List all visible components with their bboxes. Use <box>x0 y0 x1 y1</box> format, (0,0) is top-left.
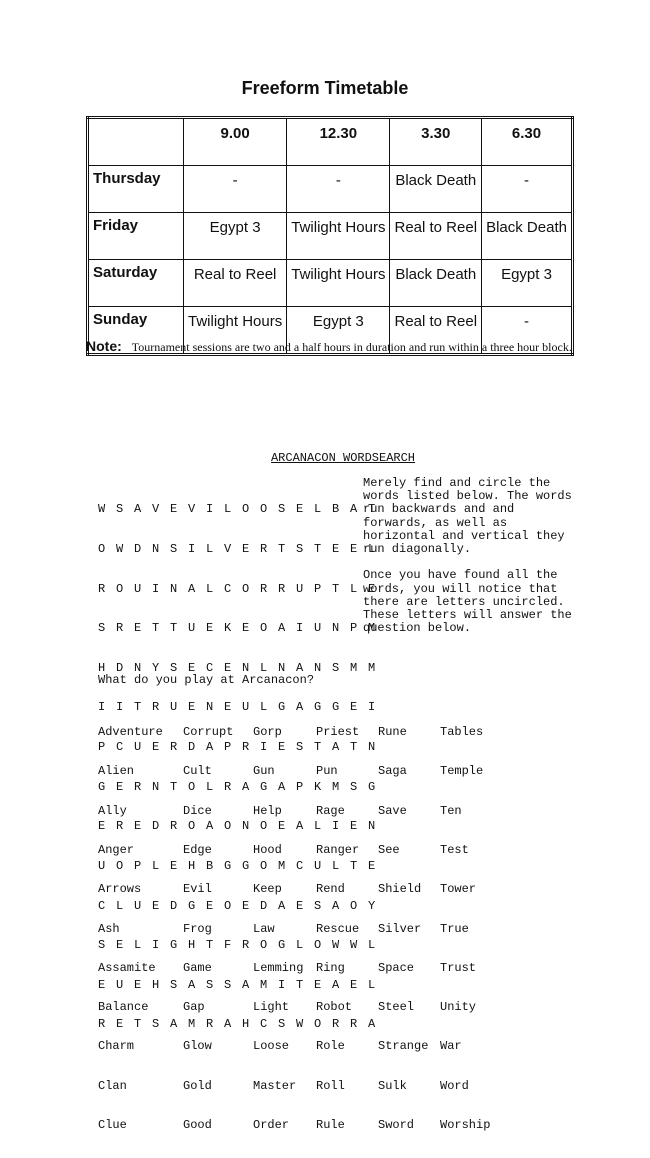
word: Charm <box>98 1039 135 1054</box>
word: Priest <box>316 725 360 740</box>
session-cell: - <box>184 166 287 213</box>
word: Ally <box>98 803 127 818</box>
word-column <box>316 700 359 1158</box>
word: Gap <box>183 1000 205 1015</box>
word: Worship <box>440 1118 491 1132</box>
session-cell: Real to Reel <box>390 213 482 260</box>
word: Order <box>253 1118 290 1132</box>
instructions-paragraph: Once you have found all the words, you will notice that there are letters uncircled. These letters will answer the question below. <box>363 568 572 636</box>
session-cell: Egypt 3 <box>482 260 573 307</box>
grid-row: I I T R U E N E U L G A G G E I <box>98 700 378 715</box>
word: Strange <box>378 1039 429 1054</box>
grid-row: O W D N S I L V E R T S T E E L <box>98 542 378 557</box>
word: Edge <box>183 843 212 858</box>
word: Cult <box>183 764 212 779</box>
timetable-row <box>88 260 573 307</box>
note-text: Tournament sessions are two and a half hours in duration and run within a three hour block. <box>131 340 572 354</box>
word: Pun <box>316 764 338 779</box>
word: Sulk <box>378 1078 407 1093</box>
session-cell: Black Death <box>390 260 482 307</box>
word: Trust <box>440 960 477 975</box>
word: Gun <box>253 764 275 779</box>
word: Light <box>253 1000 290 1015</box>
word: Space <box>378 960 415 975</box>
word: Test <box>440 843 469 858</box>
word: Arrows <box>98 882 142 897</box>
grid-row: U O P L E H B G G O M C U L T E <box>98 858 378 873</box>
note-label: Note: <box>86 338 122 354</box>
grid-row: G E R N T O L R A G A P K M S G <box>98 779 378 794</box>
word-column <box>98 700 163 1158</box>
word: Gold <box>183 1078 212 1093</box>
word-column <box>440 700 490 1158</box>
grid-row: P C U E R D A P R I E S T A T N <box>98 740 378 755</box>
timetable-row <box>88 166 573 213</box>
session-cell: Black Death <box>390 166 482 213</box>
word-column <box>183 700 233 1158</box>
word: Loose <box>253 1039 290 1054</box>
word: Tower <box>440 882 477 897</box>
word: Hood <box>253 843 282 858</box>
word: Frog <box>183 921 212 936</box>
time-header: 6.30 <box>482 118 573 166</box>
wordsearch-instructions <box>363 477 583 635</box>
session-cell: Black Death <box>482 213 573 260</box>
word: Clan <box>98 1078 127 1093</box>
session-cell: - <box>482 166 573 213</box>
word: Temple <box>440 764 484 779</box>
word: Roll <box>316 1078 345 1093</box>
word: Sword <box>378 1118 415 1132</box>
word: Gorp <box>253 725 282 740</box>
word: Alien <box>98 764 135 779</box>
word: Saga <box>378 764 407 779</box>
word: Rule <box>316 1118 345 1132</box>
word: True <box>440 921 469 936</box>
session-cell: - <box>482 307 573 355</box>
timetable-header-row <box>88 118 573 166</box>
session-cell: - <box>287 166 390 213</box>
word: Word <box>440 1078 469 1093</box>
timetable-note <box>86 339 586 354</box>
time-header: 12.30 <box>287 118 390 166</box>
word: See <box>378 843 400 858</box>
day-label: Saturday <box>88 260 184 307</box>
corner-cell <box>88 118 184 166</box>
word: Ten <box>440 803 462 818</box>
word: Ash <box>98 921 120 936</box>
word: Good <box>183 1118 212 1132</box>
word: Robot <box>316 1000 353 1015</box>
word: Rage <box>316 803 345 818</box>
word: Dice <box>183 803 212 818</box>
word: Game <box>183 960 212 975</box>
day-label: Friday <box>88 213 184 260</box>
word: Balance <box>98 1000 149 1015</box>
grid-row: H D N Y S E C E N L N A N S M M <box>98 660 378 675</box>
word: Law <box>253 921 275 936</box>
word: Tables <box>440 725 484 740</box>
word: Role <box>316 1039 345 1054</box>
session-cell: Egypt 3 <box>184 213 287 260</box>
word: Evil <box>183 882 212 897</box>
word: Anger <box>98 843 135 858</box>
word: Master <box>253 1078 297 1093</box>
word: War <box>440 1039 462 1054</box>
word: Clue <box>98 1118 127 1132</box>
wordsearch-question: What do you play at Arcanacon? <box>98 673 315 687</box>
session-cell: Egypt 3 <box>287 307 390 355</box>
word: Unity <box>440 1000 477 1015</box>
grid-row: S E L I G H T F R O G L O W W L <box>98 938 378 953</box>
page-title: Freeform Timetable <box>241 78 409 98</box>
day-label: Thursday <box>88 166 184 213</box>
word: Ranger <box>316 843 360 858</box>
word: Silver <box>378 921 422 936</box>
word-column <box>378 700 428 1158</box>
time-header: 3.30 <box>390 118 482 166</box>
word: Lemming <box>253 960 304 975</box>
grid-row: E U E H S A S S A M I T E A E L <box>98 977 378 992</box>
word: Corrupt <box>183 725 234 740</box>
grid-row: C L U E D G E O E D A E S A O Y <box>98 898 378 913</box>
grid-row: W S A V E V I L O O S E L B A T <box>98 502 378 517</box>
word: Rescue <box>316 921 360 936</box>
session-cell: Real to Reel <box>184 260 287 307</box>
session-cell: Twilight Hours <box>287 213 390 260</box>
word: Ring <box>316 960 345 975</box>
grid-row: E R E D R O A O N O E A L I E N <box>98 819 378 834</box>
grid-row: R O U I N A L C O R R U P T L E <box>98 581 378 596</box>
instructions-paragraph: Merely find and circle the words listed below. The words run backwards and and forwards, as well as horizontal and vertical they run diagonally. <box>363 476 572 557</box>
session-cell: Twilight Hours <box>184 307 287 355</box>
timetable-row <box>88 213 573 260</box>
wordsearch-title: ARCANACON WORDSEARCH <box>270 451 416 465</box>
word: Rune <box>378 725 407 740</box>
word-column <box>253 700 303 1158</box>
word: Help <box>253 803 282 818</box>
session-cell: Real to Reel <box>390 307 482 355</box>
timetable <box>86 116 574 356</box>
day-label: Sunday <box>88 307 184 355</box>
word: Assamite <box>98 960 156 975</box>
word: Save <box>378 803 407 818</box>
word: Shield <box>378 882 422 897</box>
time-header: 9.00 <box>184 118 287 166</box>
word: Steel <box>378 1000 415 1015</box>
grid-row: S R E T T U E K E O A I U N P M <box>98 621 378 636</box>
grid-row: R E T S A M R A H C S W O R R A <box>98 1017 378 1032</box>
word: Adventure <box>98 725 163 740</box>
word: Rend <box>316 882 345 897</box>
session-cell: Twilight Hours <box>287 260 390 307</box>
word: Keep <box>253 882 282 897</box>
word: Glow <box>183 1039 212 1054</box>
